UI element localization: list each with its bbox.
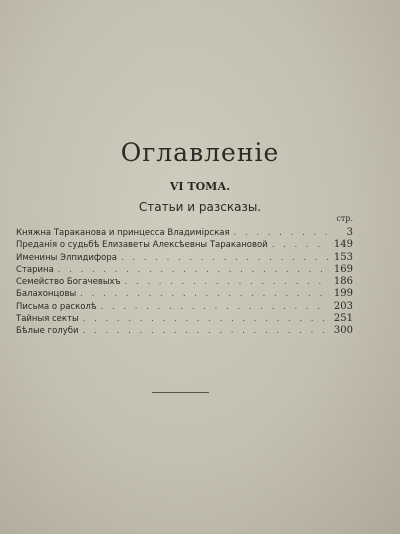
toc-entry-page: 199 — [333, 288, 353, 300]
toc-entry — [16, 301, 353, 313]
dot-leader — [234, 228, 329, 238]
toc-entry — [16, 313, 353, 325]
toc-entry-title: Семейство Богачевыхъ — [16, 277, 121, 288]
toc-entry-page: 251 — [333, 313, 353, 325]
volume-heading: VI ТОМА. — [169, 180, 231, 193]
toc-entry — [16, 239, 353, 251]
page-column-header: стр. — [336, 214, 353, 223]
toc-entry — [16, 252, 353, 264]
toc-entry-title: Тайныя секты — [16, 314, 79, 325]
toc-entry-page: 203 — [333, 300, 353, 312]
toc-entry — [16, 325, 353, 337]
toc-entry-page: 169 — [333, 263, 353, 275]
toc-entry-page: 153 — [333, 251, 353, 263]
toc-list — [16, 227, 353, 338]
dot-leader — [101, 302, 329, 312]
dot-leader — [121, 253, 329, 263]
toc-entry — [16, 264, 353, 276]
toc-entry-title: Балахонцовы — [16, 289, 77, 300]
dot-leader — [58, 265, 329, 275]
dot-leader — [83, 326, 329, 336]
toc-entry — [16, 288, 353, 300]
dot-leader — [272, 240, 329, 250]
closing-rule — [152, 392, 209, 393]
toc-entry-page: 186 — [333, 276, 353, 288]
toc-entry — [16, 276, 353, 288]
section-heading: Статьи и разсказы. — [138, 200, 262, 214]
toc-entry-title: Преданiя о судьбѣ Елизаветы Алексѣевны Таракановой — [16, 240, 268, 251]
toc-entry-title: Старина — [16, 264, 54, 275]
toc-entry-page: 149 — [333, 239, 353, 251]
dot-leader — [80, 289, 329, 299]
toc-entry-page: 300 — [333, 325, 353, 337]
toc-entry-page: 3 — [346, 227, 353, 238]
toc-entry-title: Бѣлые голуби — [16, 326, 79, 337]
dot-leader — [83, 314, 329, 324]
toc-entry-title: Именины Элпидифора — [16, 252, 117, 263]
toc-entry-title: Княжна Тараканова и принцесса Владимiрская — [16, 228, 230, 238]
toc-entry-title: Письма о расколѣ — [16, 301, 97, 312]
toc-entry — [16, 227, 353, 239]
dot-leader — [125, 277, 329, 287]
page-title: Оглавленiе — [120, 138, 280, 167]
